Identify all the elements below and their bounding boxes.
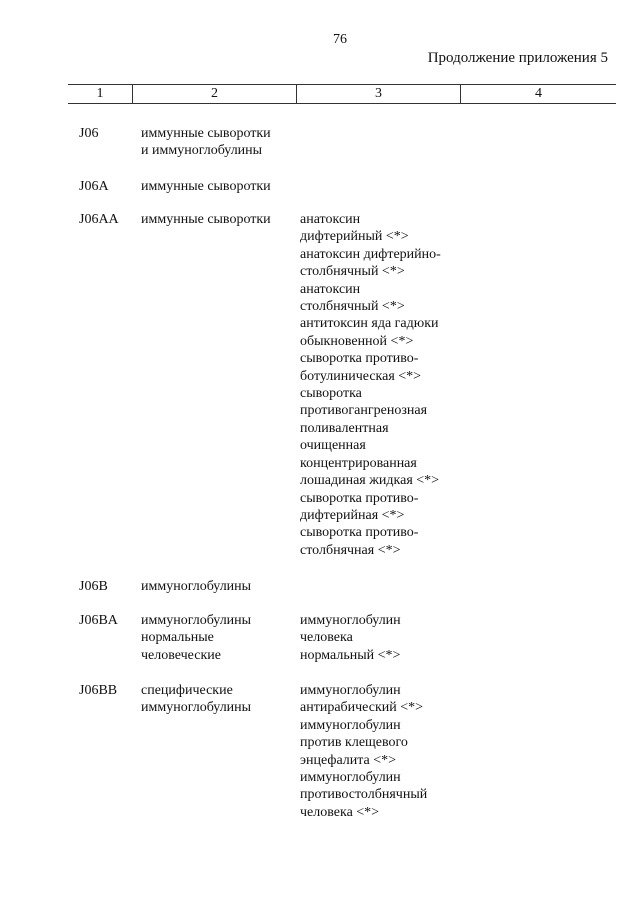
group-name-line: человеческие (141, 647, 221, 663)
group-name-line: специфические (141, 683, 233, 698)
drug-line: человека (300, 630, 353, 646)
atc-group-name (141, 612, 299, 664)
atc-group-name (141, 125, 299, 160)
group-name-line: нормальные (141, 630, 214, 646)
atc-code: J06AA (79, 212, 119, 227)
group-name-line: иммуноглобулины (141, 613, 252, 628)
table-header-col-3: 3 (296, 84, 460, 103)
drug-line: сыворотка (300, 386, 362, 402)
atc-code: J06 (79, 126, 99, 141)
drug-line: дифтерийная <*> (300, 507, 405, 523)
drug-line: столбнячный <*> (300, 264, 405, 280)
drug-line: энцефалита <*> (300, 752, 397, 768)
group-name-line: и иммуноглобулины (141, 143, 263, 159)
drug-line: анатоксин (300, 281, 361, 297)
drug-line: поливалентная (300, 420, 389, 436)
drug-line: сыворотка противо- (300, 490, 419, 506)
drug-line: столбнячный <*> (300, 299, 405, 315)
drug-line: столбнячная <*> (300, 542, 401, 558)
drug-line: противогангренозная (300, 403, 428, 419)
group-name-line: иммуноглобулины (141, 579, 252, 594)
drug-line: сыворотка противо- (300, 351, 419, 367)
group-name-line: иммунные сыворотки (141, 126, 271, 141)
drug-line: иммуноглобулин (300, 613, 401, 628)
drug-line: анатоксин дифтерийно- (300, 246, 441, 262)
drug-line: очищенная (300, 438, 366, 454)
atc-code: J06B (79, 579, 108, 594)
drug-line: сыворотка противо- (300, 525, 419, 541)
group-name-line: иммуноглобулины (141, 700, 252, 716)
atc-code: J06A (79, 179, 109, 194)
drug-line: концентрированная (300, 455, 417, 471)
continuation-title: Продолжение приложения 5 (427, 50, 608, 66)
table-header-col-2: 2 (132, 84, 296, 103)
atc-code: J06BB (79, 683, 118, 698)
drug-line: ботулиническая <*> (300, 368, 422, 384)
drug-line: противостолбнячный (300, 787, 428, 803)
atc-group-name (141, 178, 299, 195)
group-name-line: иммунные сыворотки (141, 212, 271, 227)
table-header-col-4: 4 (460, 84, 616, 103)
drug-line: антирабический <*> (300, 700, 424, 716)
atc-group-name (141, 211, 299, 228)
drug-line: лошадиная жидкая <*> (300, 473, 440, 489)
drug-line: против клещевого (300, 735, 408, 751)
drug-list (300, 682, 470, 821)
group-name-line: иммунные сыворотки (141, 179, 271, 194)
atc-code: J06BA (79, 613, 118, 628)
atc-group-name (141, 578, 299, 595)
atc-group-name (141, 682, 299, 717)
drug-line: иммуноглобулин (300, 770, 401, 786)
drug-line: дифтерийный <*> (300, 229, 409, 245)
page-number: 76 (333, 32, 347, 47)
drug-list (300, 211, 470, 559)
drug-list (300, 612, 470, 664)
drug-line: обыкновенной <*> (300, 333, 414, 349)
drug-line: человека <*> (300, 804, 380, 820)
drug-line: иммуноглобулин (300, 717, 401, 733)
drug-line: нормальный <*> (300, 647, 401, 663)
drug-line: иммуноглобулин (300, 683, 401, 698)
table-header-bottom-rule (68, 103, 616, 104)
table-header (68, 84, 616, 103)
drug-line: анатоксин (300, 212, 361, 227)
drug-line: антитоксин яда гадюки (300, 316, 439, 332)
table-header-col-1: 1 (96, 86, 104, 101)
